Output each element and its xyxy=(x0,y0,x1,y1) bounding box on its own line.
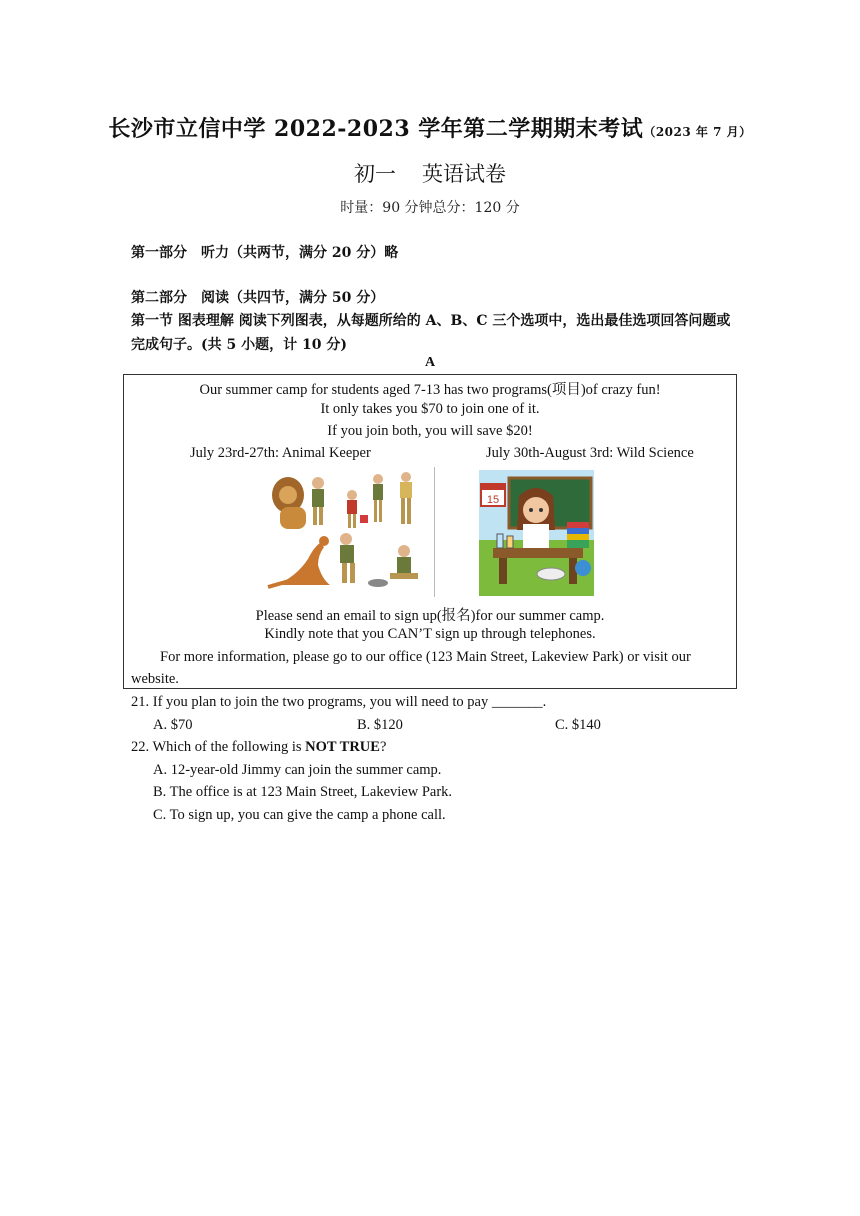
passage-line-3: If you join both, you will save $20! xyxy=(327,423,533,439)
grade-label: 初一 xyxy=(354,162,396,186)
exam-title-main: 长沙市立信中学 2022-2023 学年第二学期期末考试 xyxy=(108,116,644,142)
q22-option-b: B. The office is at 123 Main Street, Lakeview Park. xyxy=(153,784,453,800)
wild-science-illustration xyxy=(479,470,594,596)
exam-title xyxy=(0,112,860,143)
wild-science-image xyxy=(479,470,594,596)
part1-heading: 第一部分 听力（共两节，满分 20 分）略 xyxy=(131,245,399,261)
q22-option-c: C. To sign up, you can give the camp a phone call. xyxy=(153,807,446,823)
passage-line-7: website. xyxy=(131,671,179,687)
subject-label: 英语试卷 xyxy=(422,162,506,186)
passage-line-6: For more information, please go to our office (123 Main Street, Lakeview Park) or visit our xyxy=(160,649,691,665)
q21-option-c: C. $140 xyxy=(555,717,601,733)
section1-instructions: 第一节 图表理解 阅读下列图表，从每题所给的 A、B、C 三个选项中，选出最佳选项回答问题或完成句子。(共 5 小题，计 10 分) xyxy=(131,313,731,353)
q22-stem-end: ? xyxy=(379,739,387,755)
passage-label: A xyxy=(424,355,436,370)
question-21: 21. If you plan to join the two programs, you will need to pay _______. xyxy=(131,694,547,710)
part2-heading: 第二部分 阅读（共四节，满分 50 分） xyxy=(131,290,385,306)
calendar-number: 15 xyxy=(486,494,500,506)
q22-option-a: A. 12-year-old Jimmy can join the summer camp. xyxy=(153,762,442,778)
passage-line-2: It only takes you $70 to join one of it. xyxy=(320,401,540,417)
program-animal-keeper: July 23rd-27th: Animal Keeper xyxy=(190,445,371,461)
q22-stem-start: 22. Which of the following is xyxy=(131,739,306,755)
animal-keeper-illustration xyxy=(266,467,434,597)
passage-line-1: Our summer camp for students aged 7-13 has two programs(项目)of crazy fun! xyxy=(199,382,661,398)
time-score: 时量：90 分钟总分：120 分 xyxy=(340,200,520,216)
animal-keeper-image xyxy=(266,467,435,597)
q21-option-b: B. $120 xyxy=(357,717,403,733)
question-22 xyxy=(131,739,386,756)
exam-subtitle xyxy=(0,158,860,188)
passage-line-5: Kindly note that you CAN’T sign up through telephones. xyxy=(264,626,596,642)
program-wild-science: July 30th-August 3rd: Wild Science xyxy=(486,445,694,461)
q21-option-a: A. $70 xyxy=(153,717,193,733)
passage-line-4: Please send an email to sign up(报名)for our summer camp. xyxy=(255,608,605,624)
q22-stem-emphasis: NOT TRUE xyxy=(305,739,380,755)
exam-date: （2023 年 7 月） xyxy=(643,125,752,139)
